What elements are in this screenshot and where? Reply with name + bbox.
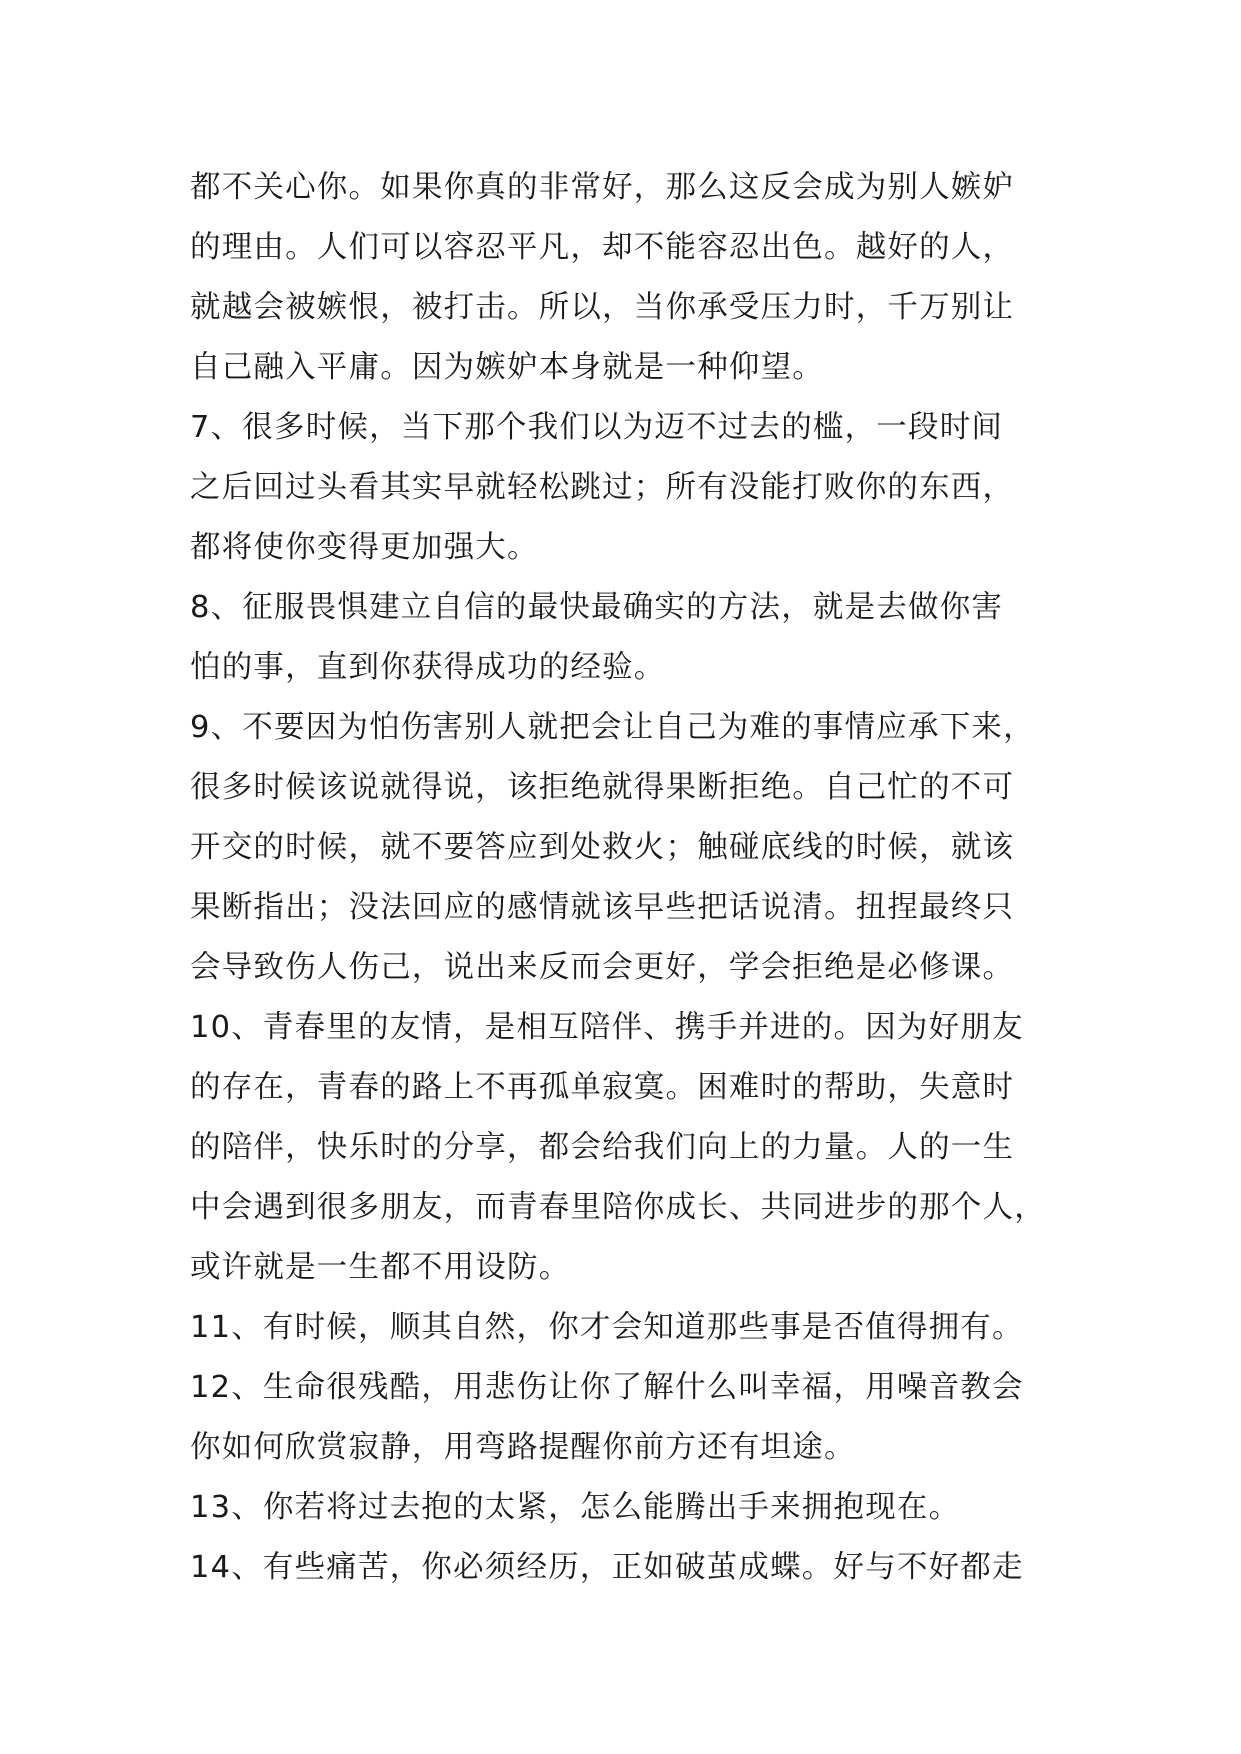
text-line: 的陪伴，快乐时的分享，都会给我们向上的力量。人的一生 — [190, 1130, 1015, 1165]
text-line: 8、征服畏惧建立自信的最快最确实的方法，就是去做你害 — [190, 590, 1004, 625]
text-line: 会导致伤人伤己，说出来反而会更好，学会拒绝是必修课。 — [190, 950, 1015, 985]
text-line: 的存在，青春的路上不再孤单寂寞。困难时的帮助，失意时 — [190, 1070, 1015, 1105]
text-line: 你如何欣赏寂静，用弯路提醒你前方还有坦途。 — [190, 1430, 856, 1465]
text-line: 的理由。人们可以容忍平凡，却不能容忍出色。越好的人， — [190, 230, 1015, 265]
text-line: 7、很多时候，当下那个我们以为迈不过去的槛，一段时间 — [190, 410, 1004, 445]
text-line: 果断指出；没法回应的感情就该早些把话说清。扭捏最终只 — [190, 890, 1015, 925]
text-line: 自己融入平庸。因为嫉妒本身就是一种仰望。 — [190, 350, 824, 385]
text-line: 怕的事，直到你获得成功的经验。 — [190, 650, 666, 685]
text-line: 中会遇到很多朋友，而青春里陪你成长、共同进步的那个人， — [190, 1190, 1046, 1225]
text-line: 14、有些痛苦，你必须经历，正如破茧成蝶。好与不好都走 — [190, 1550, 1024, 1585]
text-line: 10、青春里的友情，是相互陪伴、携手并进的。因为好朋友 — [190, 1010, 1024, 1045]
text-line: 就越会被嫉恨，被打击。所以，当你承受压力时，千万别让 — [190, 290, 1015, 325]
text-line: 9、不要因为怕伤害别人就把会让自己为难的事情应承下来， — [190, 710, 1035, 745]
text-line: 开交的时候，就不要答应到处救火；触碰底线的时候，就该 — [190, 830, 1015, 865]
text-line: 11、有时候，顺其自然，你才会知道那些事是否值得拥有。 — [190, 1310, 1024, 1345]
text-line: 很多时候该说就得说，该拒绝就得果断拒绝。自己忙的不可 — [190, 770, 1015, 805]
text-line: 都将使你变得更加强大。 — [190, 530, 539, 565]
text-line: 之后回过头看其实早就轻松跳过；所有没能打败你的东西， — [190, 470, 1015, 505]
text-line: 或许就是一生都不用设防。 — [190, 1250, 571, 1285]
text-line: 12、生命很残酷，用悲伤让你了解什么叫幸福，用噪音教会 — [190, 1370, 1024, 1405]
text-line: 都不关心你。如果你真的非常好，那么这反会成为别人嫉妒 — [190, 170, 1015, 205]
document-body — [190, 158, 1090, 1598]
text-line: 13、你若将过去抱的太紧，怎么能腾出手来拥抱现在。 — [190, 1490, 961, 1525]
